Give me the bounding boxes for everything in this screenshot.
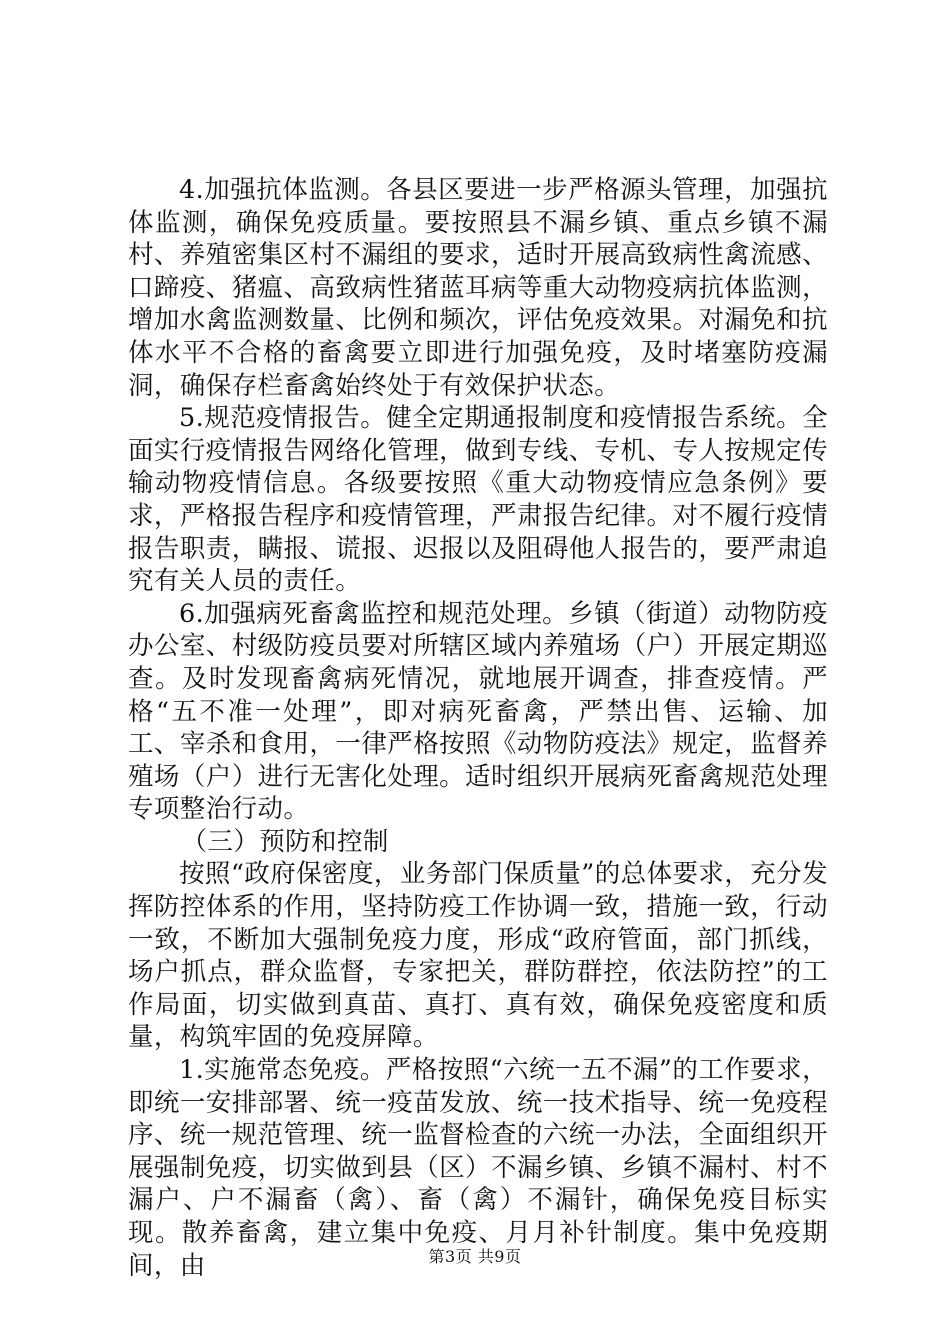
paragraph-routine-immunization: 1.实施常态免疫。严格按照“六统一五不漏”的工作要求，即统一安排部署、统一疫苗发放、统一技术指导、统一免疫程序、统一规范管理、统一监督检查的六统一办法，全面组织开展强制免疫，切实做到县（区）不漏乡镇、乡镇不漏村、村不漏户、户不漏畜（禽）、畜（禽）不漏针，确保免疫目标实现。散养畜禽，建立集中免疫、月月补针制度。集中免疫期间，由 (128, 1055, 828, 1281)
paragraph-antibody-monitoring: 4.加强抗体监测。各县区要进一步严格源头管理，加强抗体监测，确保免疫质量。要按照县不漏乡镇、重点乡镇不漏村、养殖密集区村不漏组的要求，适时开展高致病性禽流感、口蹄疫、猪瘟、高致病性猪蓝耳病等重大动物疫病抗体监测，增加水禽监测数量、比例和频次，评估免疫效果。对漏免和抗体水平不合格的畜禽要立即进行加强免疫，及时堵塞防疫漏洞，确保存栏畜禽始终处于有效保护状态。 (128, 175, 828, 401)
document-body (128, 174, 828, 1282)
page-number-footer: 第3页 共9页 (428, 1247, 522, 1266)
section-heading-prevention-control: （三）预防和控制 (181, 826, 389, 857)
paragraph-general-requirements: 按照“政府保密度，业务部门保质量”的总体要求，充分发挥防控体系的作用，坚持防疫工作协调一致，措施一致，行动一致，不断加大强制免疫力度，形成“政府管面，部门抓线，场户抓点，群众监督，专家把关，群防群控，依法防控”的工作局面，切实做到真苗、真打、真有效，确保免疫密度和质量，构筑牢固的免疫屏障。 (128, 859, 828, 1053)
paragraph-epidemic-reporting: 5.规范疫情报告。健全定期通报制度和疫情报告系统。全面实行疫情报告网络化管理，做到专线、专机、专人按规定传输动物疫情信息。各级要按照《重大动物疫情应急条例》要求，严格报告程序和疫情管理，严肃报告纪律。对不履行疫情报告职责，瞒报、谎报、迟报以及阻碍他人报告的，要严肃追究有关人员的责任。 (128, 403, 828, 597)
paragraph-dead-livestock-handling: 6.加强病死畜禽监控和规范处理。乡镇（街道）动物防疫办公室、村级防疫员要对所辖区域内养殖场（户）开展定期巡查。及时发现畜禽病死情况，就地展开调查，排查疫情。严格“五不准一处理”，即对病死畜禽，严禁出售、运输、加工、宰杀和食用，一律严格按照《动物防疫法》规定，监督养殖场（户）进行无害化处理。适时组织开展病死畜禽规范处理专项整治行动。 (128, 598, 828, 825)
